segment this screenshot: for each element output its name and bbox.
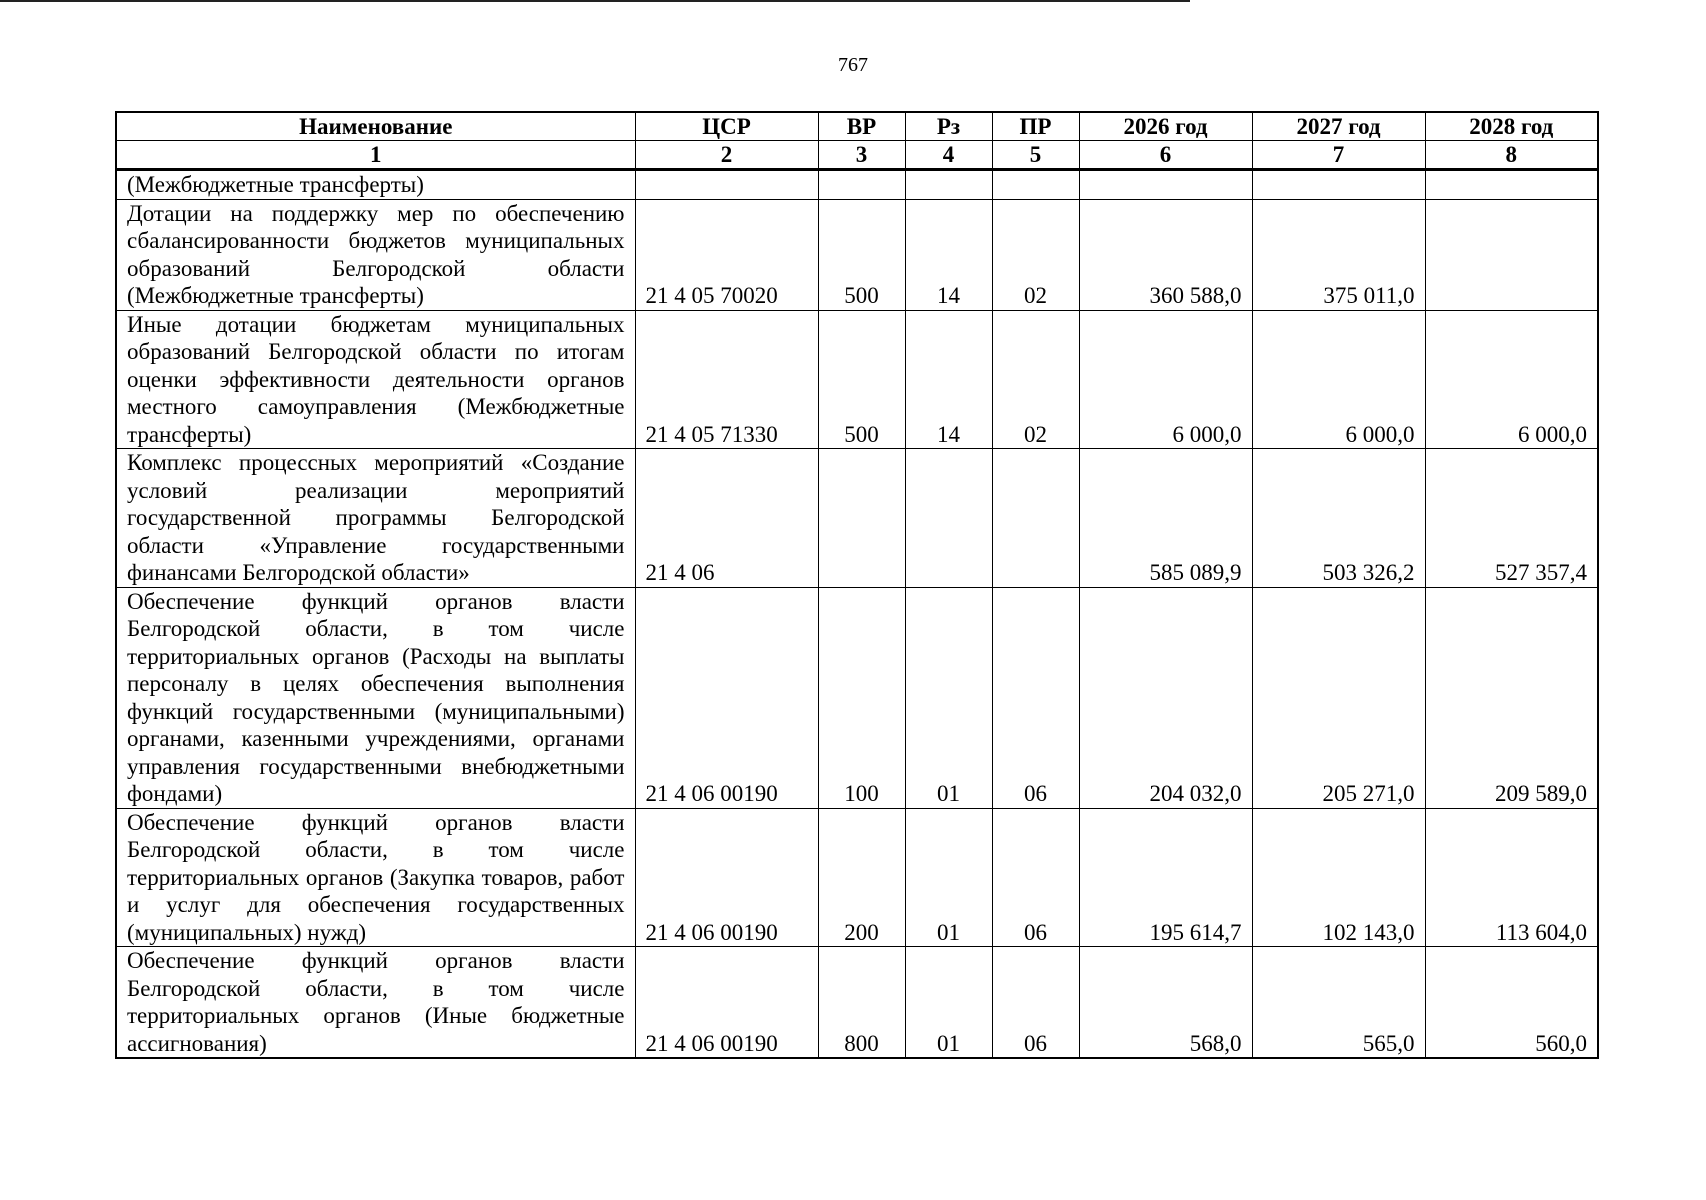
column-number: 1 (116, 141, 635, 170)
row-2026: 360 588,0 (1079, 199, 1252, 310)
row-pr: 06 (992, 587, 1079, 808)
row-csr: 21 4 06 00190 (635, 808, 818, 947)
column-number: 4 (905, 141, 992, 170)
row-2028: 6 000,0 (1425, 310, 1598, 449)
column-number: 7 (1252, 141, 1425, 170)
row-2027: 205 271,0 (1252, 587, 1425, 808)
row-pr (992, 170, 1079, 200)
row-2028 (1425, 199, 1598, 310)
row-csr: 21 4 05 71330 (635, 310, 818, 449)
row-2026: 568,0 (1079, 947, 1252, 1059)
header-2027: 2027 год (1252, 112, 1425, 141)
header-2028: 2028 год (1425, 112, 1598, 141)
row-vr: 500 (818, 310, 905, 449)
row-csr: 21 4 06 00190 (635, 587, 818, 808)
row-2027 (1252, 170, 1425, 200)
row-2027: 565,0 (1252, 947, 1425, 1059)
top-rule (0, 0, 1190, 2)
row-name: Обеспечение функций органов власти Белгородской области, в том числе территориальных органов (Иные бюджетные ассигнования) (116, 947, 635, 1059)
row-vr (818, 170, 905, 200)
column-number-row (116, 141, 1598, 170)
row-vr: 200 (818, 808, 905, 947)
row-pr (992, 449, 1079, 588)
row-csr (635, 170, 818, 200)
header-vr: ВР (818, 112, 905, 141)
table-row (116, 199, 1598, 310)
column-number: 5 (992, 141, 1079, 170)
row-vr: 100 (818, 587, 905, 808)
row-rz: 01 (905, 587, 992, 808)
row-pr: 02 (992, 310, 1079, 449)
row-2026: 195 614,7 (1079, 808, 1252, 947)
row-vr: 800 (818, 947, 905, 1059)
row-2026 (1079, 170, 1252, 200)
row-pr: 06 (992, 947, 1079, 1059)
row-2027: 375 011,0 (1252, 199, 1425, 310)
header-name: Наименование (116, 112, 635, 141)
row-2027: 6 000,0 (1252, 310, 1425, 449)
row-csr: 21 4 06 (635, 449, 818, 588)
table-row (116, 587, 1598, 808)
table-row (116, 310, 1598, 449)
header-rz: Рз (905, 112, 992, 141)
row-rz: 01 (905, 947, 992, 1059)
row-2027: 503 326,2 (1252, 449, 1425, 588)
table-row (116, 808, 1598, 947)
row-rz (905, 170, 992, 200)
page-number: 767 (838, 54, 868, 76)
row-name: Комплекс процессных мероприятий «Создание условий реализации мероприятий государственной программы Белгородской области «Управление государственными финансами Белгородской области» (116, 449, 635, 588)
row-2028: 560,0 (1425, 947, 1598, 1059)
row-csr: 21 4 05 70020 (635, 199, 818, 310)
column-number: 8 (1425, 141, 1598, 170)
row-2026: 585 089,9 (1079, 449, 1252, 588)
table-row (116, 170, 1598, 200)
row-2026: 6 000,0 (1079, 310, 1252, 449)
row-name: Обеспечение функций органов власти Белгородской области, в том числе территориальных органов (Закупка товаров, работ и услуг для обеспечения государственных (муниципальных) нужд) (116, 808, 635, 947)
column-number: 6 (1079, 141, 1252, 170)
row-2027: 102 143,0 (1252, 808, 1425, 947)
row-name: (Межбюджетные трансферты) (116, 170, 635, 200)
header-row (116, 112, 1598, 141)
row-rz: 14 (905, 199, 992, 310)
header-2026: 2026 год (1079, 112, 1252, 141)
row-name: Иные дотации бюджетам муниципальных образований Белгородской области по итогам оценки эффективности деятельности органов местного самоуправления (Межбюджетные трансферты) (116, 310, 635, 449)
row-rz: 01 (905, 808, 992, 947)
budget-table (115, 111, 1599, 1059)
row-2028 (1425, 170, 1598, 200)
table-row (116, 947, 1598, 1059)
row-rz (905, 449, 992, 588)
row-pr: 02 (992, 199, 1079, 310)
row-2028: 113 604,0 (1425, 808, 1598, 947)
row-csr: 21 4 06 00190 (635, 947, 818, 1059)
row-vr (818, 449, 905, 588)
row-2028: 209 589,0 (1425, 587, 1598, 808)
header-csr: ЦСР (635, 112, 818, 141)
row-2028: 527 357,4 (1425, 449, 1598, 588)
row-vr: 500 (818, 199, 905, 310)
row-name: Дотации на поддержку мер по обеспечению сбалансированности бюджетов муниципальных образований Белгородской области (Межбюджетные трансферты) (116, 199, 635, 310)
row-2026: 204 032,0 (1079, 587, 1252, 808)
row-name: Обеспечение функций органов власти Белгородской области, в том числе территориальных органов (Расходы на выплаты персоналу в целях обеспечения выполнения функций государственными (муниципальными) органами, казенными учреждениями, органами управления государственными внебюджетными фондами) (116, 587, 635, 808)
table-row (116, 449, 1598, 588)
column-number: 3 (818, 141, 905, 170)
row-rz: 14 (905, 310, 992, 449)
row-pr: 06 (992, 808, 1079, 947)
column-number: 2 (635, 141, 818, 170)
header-pr: ПР (992, 112, 1079, 141)
